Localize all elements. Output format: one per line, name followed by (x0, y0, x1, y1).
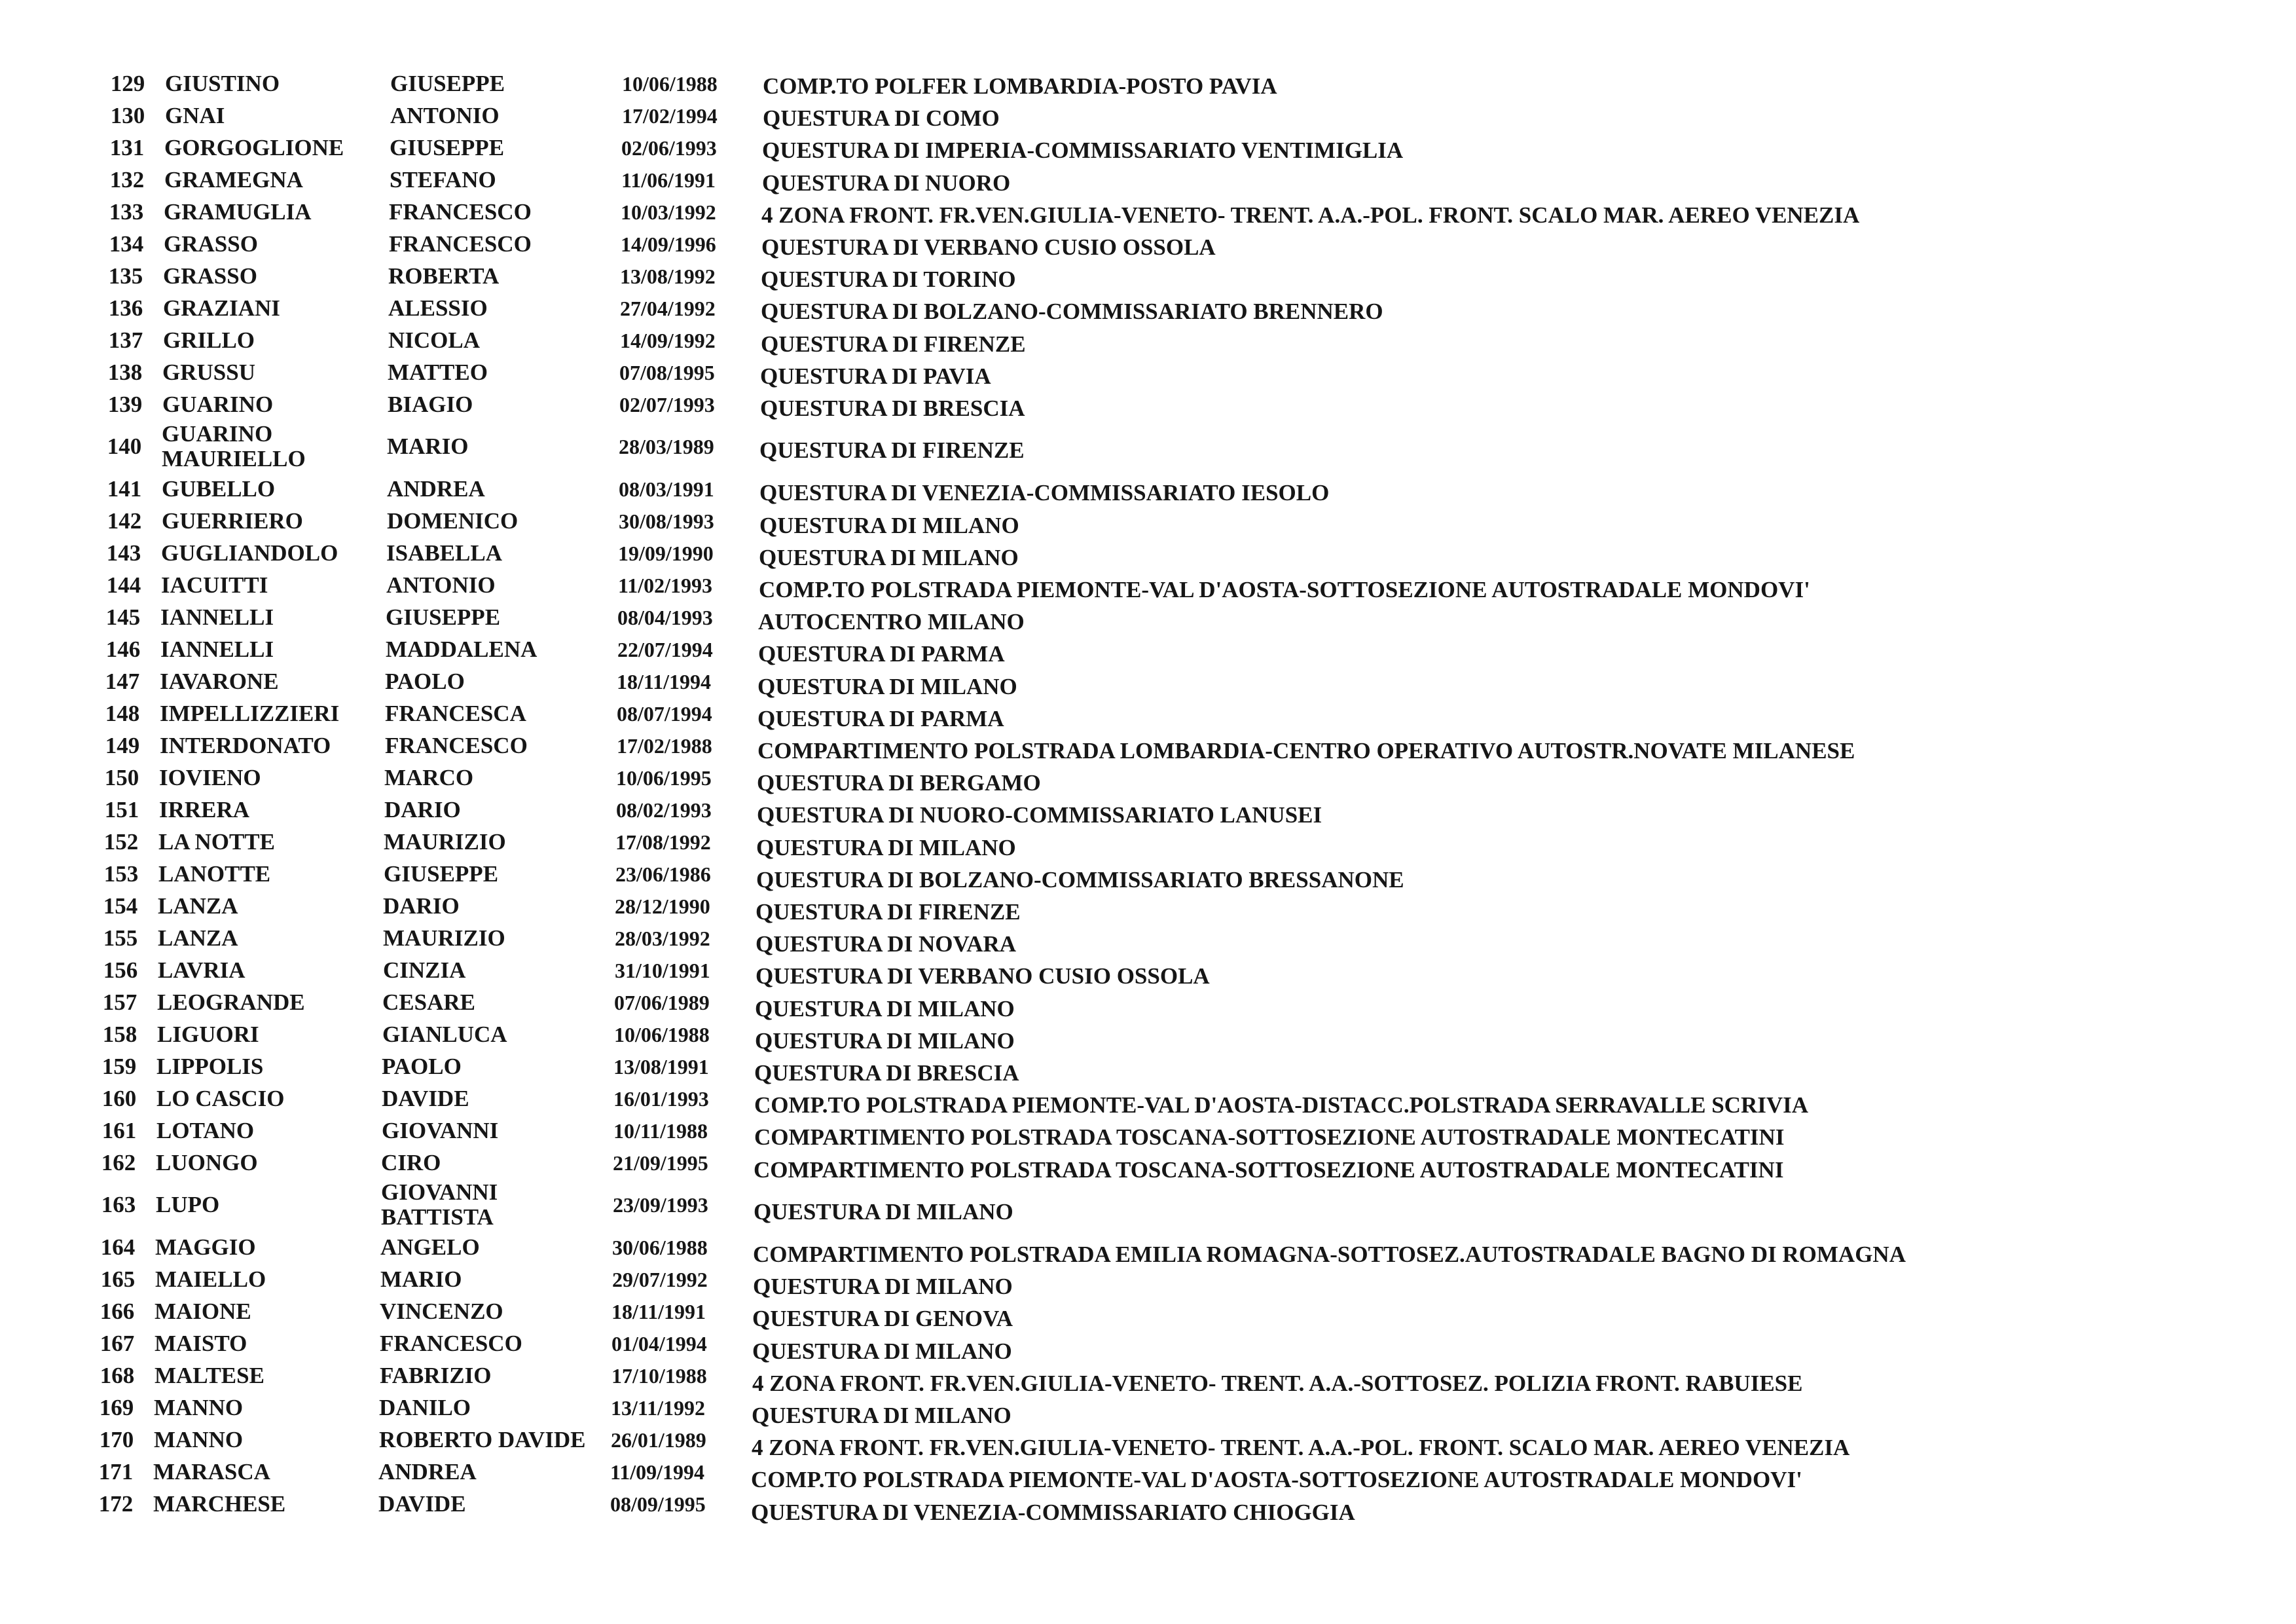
first-name: MARIO (380, 1266, 462, 1292)
assignment-office: COMP.TO POLSTRADA PIEMONTE-VAL D'AOSTA-SOTTOSEZIONE AUTOSTRADALE MONDOVI' (759, 577, 1810, 602)
surname: GUBELLO (162, 476, 276, 502)
assignment-office: QUESTURA DI MILANO (759, 513, 1019, 538)
first-name: ALESSIO (388, 295, 488, 321)
assignment-office: QUESTURA DI MILANO (755, 996, 1015, 1022)
row-number: 151 (104, 797, 139, 822)
assignment-office: QUESTURA DI BOLZANO-COMMISSARIATO BRENNERO (761, 299, 1383, 324)
row-number: 154 (103, 893, 138, 919)
assignment-office: COMPARTIMENTO POLSTRADA TOSCANA-SOTTOSEZIONE AUTOSTRADALE MONTECATINI (754, 1157, 1784, 1183)
first-name: GIUSEPPE (390, 71, 505, 96)
surname: IAVARONE (160, 669, 279, 694)
assignment-office: QUESTURA DI VERBANO CUSIO OSSOLA (756, 963, 1210, 989)
row-number: 137 (108, 327, 143, 353)
row-number: 134 (109, 231, 144, 257)
birth-date: 29/07/1992 (612, 1268, 708, 1291)
first-name: CINZIA (383, 957, 466, 983)
surname: INTERDONATO (160, 733, 331, 758)
first-name: ANTONIO (390, 103, 500, 128)
first-name: ANDREA (387, 476, 485, 502)
row-number: 157 (102, 989, 137, 1015)
first-name: MAURIZIO (383, 925, 505, 951)
surname: LIPPOLIS (156, 1054, 264, 1079)
birth-date: 17/02/1994 (622, 104, 718, 128)
first-name: DAVIDE (382, 1086, 469, 1111)
first-name: PAOLO (385, 669, 465, 694)
birth-date: 11/06/1991 (621, 168, 716, 192)
birth-date: 07/06/1989 (614, 991, 710, 1014)
birth-date: 08/09/1995 (610, 1492, 706, 1516)
surname: GORGOGLIONE (164, 135, 344, 160)
birth-date: 13/11/1992 (611, 1396, 706, 1420)
row-number: 148 (105, 701, 140, 726)
row-number: 147 (105, 669, 140, 694)
birth-date: 23/09/1993 (613, 1193, 708, 1217)
birth-date: 13/08/1991 (613, 1055, 709, 1079)
birth-date: 02/06/1993 (621, 136, 717, 160)
first-name: MARCO (384, 765, 474, 790)
birth-date: 07/08/1995 (619, 361, 715, 384)
surname: MAIELLO (155, 1266, 266, 1292)
assignment-office: COMP.TO POLSTRADA PIEMONTE-VAL D'AOSTA-SOTTOSEZIONE AUTOSTRADALE MONDOVI' (751, 1467, 1802, 1492)
surname: MAIONE (155, 1299, 251, 1324)
first-name: ANDREA (378, 1459, 477, 1485)
assignment-office: QUESTURA DI MILANO (756, 835, 1016, 860)
row-number: 145 (105, 604, 141, 630)
row-number: 129 (110, 71, 145, 96)
assignment-office: 4 ZONA FRONT. FR.VEN.GIULIA-VENETO- TRENT. A.A.-POL. FRONT. SCALO MAR. AEREO VENEZIA (761, 202, 1860, 228)
birth-date: 28/03/1992 (615, 927, 710, 950)
row-number: 139 (107, 392, 143, 417)
row-number: 138 (107, 360, 143, 385)
surname: MANNO (154, 1395, 244, 1420)
surname: LO CASCIO (156, 1086, 285, 1111)
birth-date: 31/10/1991 (615, 959, 710, 982)
birth-date: 10/06/1995 (616, 766, 712, 790)
birth-date: 16/01/1993 (613, 1087, 709, 1111)
surname: GRUSSU (162, 360, 255, 385)
birth-date: 10/06/1988 (614, 1023, 710, 1046)
assignment-office: QUESTURA DI MILANO (759, 545, 1019, 570)
birth-date: 28/12/1990 (615, 895, 710, 918)
birth-date: 11/02/1993 (618, 574, 713, 597)
birth-date: 30/08/1993 (619, 509, 714, 533)
surname: MALTESE (155, 1363, 264, 1388)
row-number: 132 (109, 167, 145, 193)
surname: LOTANO (156, 1118, 255, 1143)
row-number: 171 (98, 1459, 134, 1485)
birth-date: 02/07/1993 (619, 393, 715, 416)
first-name: NICOLA (388, 327, 481, 353)
assignment-office: 4 ZONA FRONT. FR.VEN.GIULIA-VENETO- TRENT. A.A.-SOTTOSEZ. POLIZIA FRONT. RABUIESE (752, 1371, 1803, 1396)
birth-date: 21/09/1995 (613, 1151, 708, 1175)
row-number: 130 (110, 103, 145, 128)
row-number: 156 (103, 957, 138, 983)
surname: IRRERA (159, 797, 250, 822)
first-name: FRANCESCO (385, 733, 528, 758)
assignment-office: QUESTURA DI BERGAMO (757, 770, 1041, 796)
birth-date: 14/09/1996 (621, 232, 716, 256)
first-name: CIRO (381, 1150, 441, 1175)
first-name: ANGELO (380, 1234, 480, 1260)
birth-date: 27/04/1992 (620, 297, 716, 320)
row-number: 146 (105, 637, 141, 662)
assignment-office: COMPARTIMENTO POLSTRADA LOMBARDIA-CENTRO OPERATIVO AUTOSTR.NOVATE MILANESE (757, 738, 1855, 764)
surname: LIGUORI (157, 1022, 259, 1047)
row-number: 159 (101, 1054, 137, 1079)
surname: IOVIENO (159, 765, 261, 790)
row-number: 162 (101, 1150, 136, 1175)
assignment-office: COMPARTIMENTO POLSTRADA TOSCANA-SOTTOSEZIONE AUTOSTRADALE MONTECATINI (754, 1124, 1785, 1150)
birth-date: 18/11/1991 (611, 1300, 706, 1323)
row-number: 166 (100, 1299, 135, 1324)
first-name: STEFANO (390, 167, 496, 193)
surname: GIUSTINO (165, 71, 280, 96)
first-name: GIOVANNI BATTISTA (381, 1179, 498, 1230)
row-number: 155 (103, 925, 138, 951)
surname: MARASCA (153, 1459, 270, 1485)
assignment-office: QUESTURA DI IMPERIA-COMMISSARIATO VENTIMIGLIA (762, 138, 1404, 163)
assignment-office: QUESTURA DI PARMA (757, 706, 1004, 731)
first-name: CESARE (382, 989, 475, 1015)
first-name: ISABELLA (386, 540, 503, 566)
surname: GUARINO (162, 392, 274, 417)
assignment-office: QUESTURA DI VENEZIA-COMMISSARIATO CHIOGGIA (751, 1500, 1355, 1525)
birth-date: 17/02/1988 (617, 734, 712, 758)
row-number: 170 (99, 1427, 134, 1452)
row-number: 143 (106, 540, 141, 566)
assignment-office: QUESTURA DI BRESCIA (754, 1060, 1019, 1086)
first-name: GIUSEPPE (386, 604, 501, 630)
assignment-office: QUESTURA DI VERBANO CUSIO OSSOLA (761, 234, 1216, 260)
first-name: MATTEO (388, 360, 488, 385)
first-name: DANILO (379, 1395, 471, 1420)
row-number: 165 (100, 1266, 136, 1292)
birth-date: 14/09/1992 (620, 329, 716, 352)
surname: IANNELLI (160, 637, 274, 662)
birth-date: 19/09/1990 (618, 542, 714, 565)
birth-date: 10/11/1988 (613, 1119, 708, 1143)
first-name: DAVIDE (378, 1491, 466, 1517)
surname: IACUITTI (161, 572, 268, 598)
row-number: 136 (108, 295, 143, 321)
surname: MANNO (154, 1427, 244, 1452)
assignment-office: QUESTURA DI PARMA (758, 641, 1005, 667)
birth-date: 22/07/1994 (617, 638, 713, 661)
surname: GRAMUGLIA (164, 199, 312, 225)
first-name: VINCENZO (380, 1299, 503, 1324)
row-number: 135 (108, 263, 143, 289)
birth-date: 08/04/1993 (617, 606, 713, 629)
first-name: MAURIZIO (384, 829, 506, 855)
surname: MAISTO (155, 1331, 247, 1356)
surname: GRILLO (163, 327, 255, 353)
surname: IMPELLIZZIERI (160, 701, 340, 726)
assignment-office: QUESTURA DI MILANO (752, 1338, 1012, 1364)
first-name: MADDALENA (386, 637, 538, 662)
row-number: 149 (105, 733, 140, 758)
first-name: GIUSEPPE (384, 861, 499, 887)
assignment-office: QUESTURA DI MILANO (755, 1028, 1015, 1054)
birth-date: 26/01/1989 (611, 1428, 706, 1452)
assignment-office: QUESTURA DI PAVIA (760, 363, 991, 389)
first-name: FRANCESCO (389, 231, 532, 257)
row-number: 168 (100, 1363, 135, 1388)
first-name: MARIO (387, 434, 469, 459)
first-name: ANTONIO (386, 572, 496, 598)
first-name: DARIO (383, 893, 460, 919)
assignment-office: COMPARTIMENTO POLSTRADA EMILIA ROMAGNA-SOTTOSEZ.AUTOSTRADALE BAGNO DI ROMAGNA (753, 1242, 1906, 1267)
first-name: PAOLO (382, 1054, 462, 1079)
first-name: FRANCESCA (385, 701, 526, 726)
assignment-office: QUESTURA DI FIRENZE (759, 437, 1025, 463)
row-number: 158 (102, 1022, 137, 1047)
first-name: GIUSEPPE (390, 135, 505, 160)
assignment-office: QUESTURA DI MILANO (757, 674, 1017, 699)
surname: GUERRIERO (162, 508, 303, 534)
birth-date: 11/09/1994 (610, 1460, 705, 1484)
surname: GRASSO (163, 263, 257, 289)
surname: GUGLIANDOLO (161, 540, 338, 566)
birth-date: 01/04/1994 (611, 1332, 707, 1356)
first-name: BIAGIO (388, 392, 473, 417)
first-name: FABRIZIO (380, 1363, 492, 1388)
surname: GRAZIANI (163, 295, 280, 321)
assignment-office: AUTOCENTRO MILANO (758, 609, 1025, 635)
birth-date: 08/03/1991 (619, 477, 714, 501)
surname: GRAMEGNA (164, 167, 303, 193)
surname: GNAI (165, 103, 225, 128)
birth-date: 18/11/1994 (617, 670, 712, 693)
row-number: 141 (107, 476, 142, 502)
row-number: 131 (109, 135, 145, 160)
first-name: GIOVANNI (382, 1118, 499, 1143)
birth-date: 17/10/1988 (611, 1364, 707, 1388)
first-name: FRANCESCO (389, 199, 532, 225)
first-name: ROBERTA (388, 263, 500, 289)
row-number: 142 (107, 508, 142, 534)
row-number: 144 (106, 572, 141, 598)
birth-date: 28/03/1989 (619, 435, 714, 458)
assignment-office: COMP.TO POLSTRADA PIEMONTE-VAL D'AOSTA-DISTACC.POLSTRADA SERRAVALLE SCRIVIA (754, 1092, 1809, 1118)
birth-date: 10/06/1988 (622, 72, 718, 96)
assignment-office: QUESTURA DI BRESCIA (760, 396, 1025, 421)
assignment-office: QUESTURA DI FIRENZE (761, 331, 1026, 357)
assignment-office: QUESTURA DI NUORO-COMMISSARIATO LANUSEI (757, 802, 1322, 828)
first-name: DOMENICO (387, 508, 519, 534)
assignment-office: QUESTURA DI NUORO (762, 170, 1011, 196)
first-name: FRANCESCO (380, 1331, 522, 1356)
surname: LANZA (158, 893, 238, 919)
assignment-office: QUESTURA DI MILANO (752, 1403, 1011, 1428)
birth-date: 13/08/1992 (620, 265, 716, 288)
first-name: DARIO (384, 797, 461, 822)
assignment-office: QUESTURA DI COMO (763, 105, 1000, 131)
row-number: 167 (100, 1331, 135, 1356)
assignment-office: 4 ZONA FRONT. FR.VEN.GIULIA-VENETO- TRENT. A.A.-POL. FRONT. SCALO MAR. AEREO VENEZIA (752, 1435, 1850, 1460)
row-number: 161 (101, 1118, 137, 1143)
assignment-office: COMP.TO POLFER LOMBARDIA-POSTO PAVIA (763, 73, 1277, 99)
surname: LANOTTE (158, 861, 271, 887)
row-number: 160 (101, 1086, 137, 1111)
row-number: 172 (98, 1491, 134, 1517)
surname: LAVRIA (158, 957, 246, 983)
assignment-office: QUESTURA DI BOLZANO-COMMISSARIATO BRESSANONE (756, 867, 1404, 893)
row-number: 140 (107, 434, 142, 459)
first-name: GIANLUCA (382, 1022, 507, 1047)
assignment-office: QUESTURA DI MILANO (753, 1274, 1013, 1299)
row-number: 152 (103, 829, 139, 855)
row-number: 169 (99, 1395, 134, 1420)
row-number: 150 (104, 765, 139, 790)
surname: GRASSO (164, 231, 258, 257)
surname: LUPO (156, 1192, 220, 1217)
surname: LA NOTTE (158, 829, 275, 855)
birth-date: 23/06/1986 (615, 862, 711, 886)
surname: LUONGO (156, 1150, 258, 1175)
surname: GUARINO MAURIELLO (162, 421, 306, 471)
assignment-office: QUESTURA DI VENEZIA-COMMISSARIATO IESOLO (759, 480, 1330, 506)
assignment-office: QUESTURA DI TORINO (761, 267, 1016, 292)
first-name: ROBERTO DAVIDE (379, 1427, 586, 1452)
surname: IANNELLI (160, 604, 274, 630)
surname: LEOGRANDE (157, 989, 305, 1015)
birth-date: 10/03/1992 (621, 200, 716, 224)
surname: MAGGIO (155, 1234, 256, 1260)
row-number: 164 (100, 1234, 136, 1260)
assignment-office: QUESTURA DI MILANO (754, 1199, 1013, 1225)
birth-date: 08/02/1993 (616, 798, 712, 822)
row-number: 163 (101, 1192, 136, 1217)
birth-date: 17/08/1992 (615, 830, 711, 854)
surname: LANZA (158, 925, 238, 951)
assignment-office: QUESTURA DI NOVARA (756, 931, 1017, 957)
row-number: 153 (103, 861, 139, 887)
birth-date: 30/06/1988 (612, 1236, 708, 1259)
assignment-office: QUESTURA DI GENOVA (752, 1306, 1013, 1331)
row-number: 133 (109, 199, 144, 225)
birth-date: 08/07/1994 (617, 702, 712, 726)
assignment-office: QUESTURA DI FIRENZE (756, 899, 1021, 925)
surname: MARCHESE (153, 1491, 286, 1517)
